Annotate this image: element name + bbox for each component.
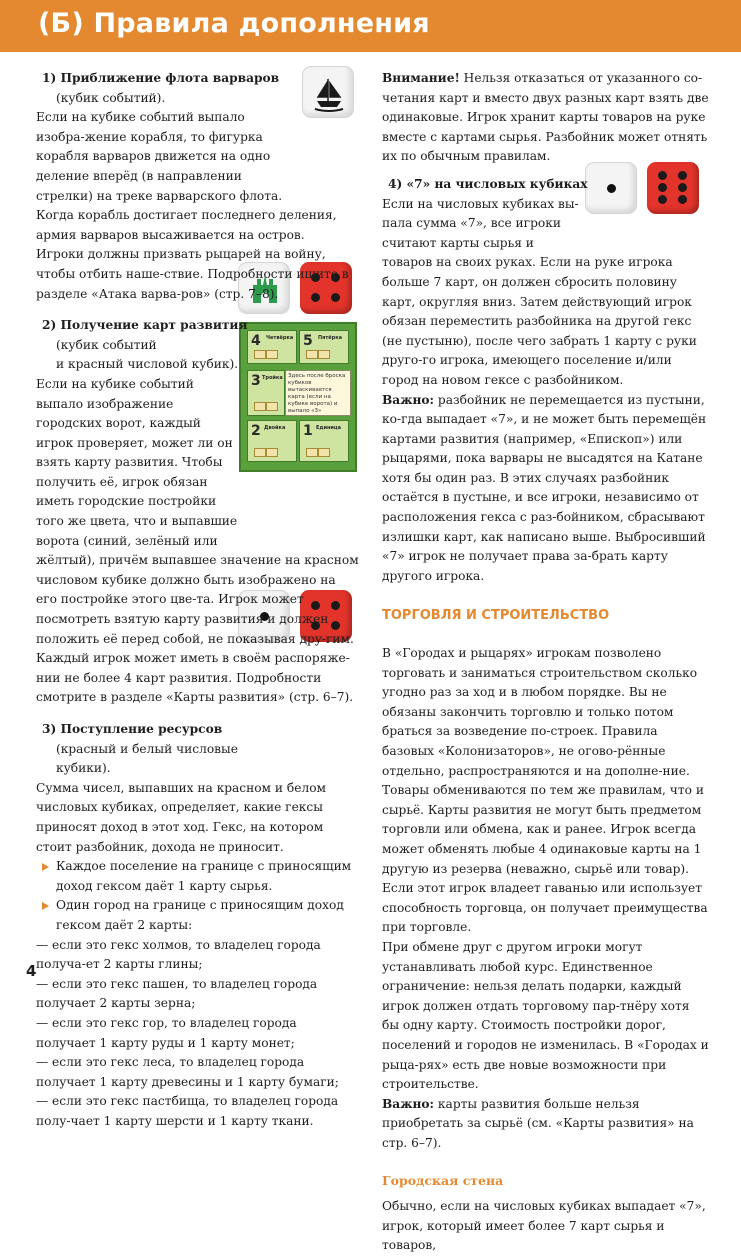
section-3-paragraph: Сумма чисел, выпавших на красном и белом числовых кубиках, определяет, какие гексы приносят доход в этот ход. Гекс, на котором стоит разбойник, дохода не приносит.	[36, 780, 327, 854]
section-3-subtitle: кубики).	[56, 761, 111, 776]
page-number: 4	[26, 962, 37, 980]
track-cell: 4 Четвёрка	[247, 330, 297, 364]
bullet-arrow-icon	[42, 902, 49, 910]
track-cell: 2 Двойка	[247, 420, 297, 462]
track-cell: 5 Пятёрка	[299, 330, 349, 364]
section-3-title: 3) Поступление ресурсов	[42, 722, 223, 736]
dash-item: — если это гекс пашен, то владелец города получает 2 карты зерна;	[36, 976, 318, 1011]
track-cell: 3 Тройка	[247, 370, 285, 416]
list-item: Один город на границе с приносящим доход гексом даёт 2 карты:	[36, 896, 359, 935]
section-2-subtitle: (кубик событий	[56, 337, 157, 352]
city-wall-paragraph: Обычно, если на числовых кубиках выпадает «7», игрок, который имеет более 7 карт сырья и товаров,	[382, 1199, 706, 1253]
dash-item: — если это гекс пастбища, то владелец города полу-чает 1 карту шерсти и 1 карту ткани.	[36, 1094, 339, 1128]
section-4-paragraph: Если на числовых кубиках вы-пала сумма «7», все игроки считают карты сырья и товаров на своих руках. Если на руке игрока больше 7 карт, он должен сбросить половину карт, округляя вниз. Затем действующий игрок обязан переместить разбойника на другой гекс (не пустыню), после чего забрать 1 карту с руки друго-го игрока, имеющего поселение и/или город на новом гексе с разбойником.	[382, 196, 697, 387]
track-note: Здесь после броска кубиков вытаскивается карта (если на кубике ворота) и выпало «3»	[285, 370, 351, 416]
left-column	[36, 69, 359, 1131]
trade-paragraph: При обмене друг с другом игроки могут устанавливать любой курс. Единственное ограничение: нельзя делать подарки, каждый игрок должен отдать торговому пар-тнёру хотя бы одну карту. Стоимость постройки дорог, поселений и городов не изменилась. В «Городах и рыца-рях» есть две новые возможности при строительстве.	[382, 939, 709, 1092]
trade-paragraph: В «Городах и рыцарях» игрокам позволено торговать и заниматься строительством сколько угодно раз за ход и в любом порядке. Вы не обязаны закончить торговлю и только потом браться за возведение по-строек. Правила базовых «Колонизаторов», не огово-рённые отдельно, распространяются и на дополне-ние. Товары обмениваются по тем же правилам, что и сырьё. Карты развития не могут быть предметом торговли или обмена, как и ранее. Игрок всегда может обменять любые 4 одинаковые карты на 1 другую из резерва (неважно, сырьё или товар). Если этот игрок владеет гаванью или использует способность торговца, он получает преимущества при торговле.	[382, 646, 708, 935]
section-1-paragraph: Если на кубике событий выпало изобра-жение корабля, то фигурка корабля варваров движется на одно деление вперёд (в направлении стрелки) на треке варварского флота.	[36, 110, 283, 203]
list-item: Каждое поселение на границе с приносящим доход гексом даёт 1 карту сырья.	[36, 857, 359, 896]
section-2-title: 2) Получение карт развития	[42, 318, 248, 333]
page-title: (Б) Правила дополнения	[38, 8, 430, 39]
bullet-arrow-icon	[42, 863, 49, 871]
dash-item: — если это гекс гор, то владелец города получает 1 карту руды и 1 карту монет;	[36, 1015, 297, 1050]
section-4-title: 4) «7» на числовых кубиках	[388, 176, 588, 191]
page-header	[0, 0, 741, 52]
dash-item: — если это гекс леса, то владелец города получает 1 карту древесины и 1 карту бумаги;	[36, 1055, 339, 1089]
right-column	[382, 69, 710, 1256]
trade-section-title: ТОРГОВЛЯ И СТРОИТЕЛЬСТВО	[382, 608, 610, 624]
warning-paragraph: Внимание! Нельзя отказаться от указанного со-четания карт и вместо двух разных карт взять две одинаковые. Игрок хранит карты товаров на руке вместе с картами сырья. Разбойник может отнять их по обычным правилам.	[382, 71, 709, 164]
dash-item: — если это гекс холмов, то владелец города получа-ет 2 карты глины;	[36, 937, 321, 972]
important-paragraph: Важно: разбойник не перемещается из пустыни, ко-гда выпадает «7», и не может быть перемещён картами развития (например, «Епископ») или рыцарями, пока варвары не высадятся на Катане хотя бы один раз. В этих случаях разбойник остаётся в пустыне, и все игроки, независимо от расположения гекса с раз-бойником, сбрасывают излишки карт, как написано выше. Выбросивший «7» игрок не получает права за-брать карту другого игрока.	[382, 392, 707, 583]
important-paragraph: Важно: карты развития больше нельзя приобретать за сырьё (см. «Карты развития» на стр. 6–7).	[382, 1096, 694, 1150]
section-1-title: 1) Приближение флота варваров	[42, 71, 280, 85]
section-2-paragraph: Если на кубике событий выпало изображение городских ворот, каждый игрок проверяет, может ли он взять карту развития. Чтобы получить её, игрок обязан иметь городские постройки того же цвета, что и выпавшие ворота (синий, зелёный или жёлтый), причём выпавшее значение на красном числовом кубике должно быть изображено на его постройке этого цве-та. Игрок может посмотреть взятую карту развития и должен положить её перед собой, не показывая дру-гим. Каждый игрок может иметь в своём распоряже-нии не более 4 карт развития. Подробности смотрите в разделе «Карты развития» (стр. 6–7).	[36, 376, 359, 705]
section-3-subtitle: (красный и белый числовые	[56, 741, 238, 756]
section-1-subtitle: (кубик событий).	[56, 90, 166, 105]
track-cell: 1 Единица	[299, 420, 349, 462]
section-1-paragraph: Когда корабль достигает последнего деления, армия варваров высаживается на остров. Игроки должны призвать рыцарей на войну, чтобы отбить наше-ствие. Подробности ищите в разделе «Атака варва-ров» (стр. 7–8).	[36, 208, 349, 301]
section-2-subtitle: и красный числовой кубик).	[56, 357, 239, 372]
city-wall-title: Городская стена	[382, 1173, 504, 1189]
